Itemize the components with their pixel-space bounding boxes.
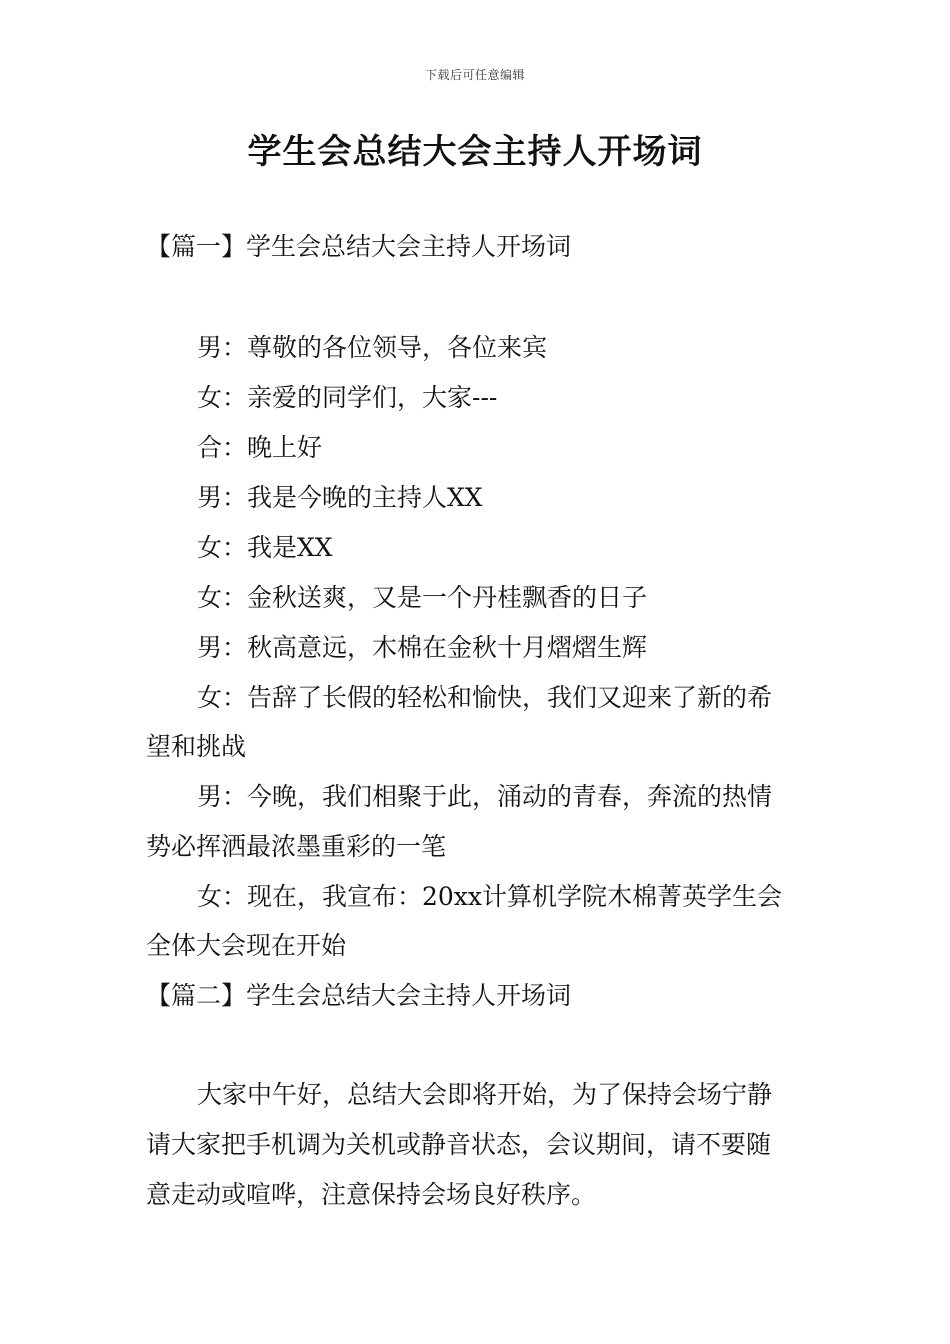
dialogue-line: 女：现在，我宣布：20xx计算机学院木棉菁英学生会 [197, 882, 783, 911]
dialogue-line: 男：尊敬的各位领导，各位来宾 [197, 333, 548, 362]
document-title: 学生会总结大会主持人开场词 [247, 132, 703, 172]
paragraph-line: 请大家把手机调为关机或静音状态，会议期间，请不要随 [146, 1130, 772, 1159]
dialogue-line: 女：亲爱的同学们，大家--- [197, 383, 498, 412]
dialogue-line-continuation: 全体大会现在开始 [146, 931, 347, 960]
paragraph-line: 大家中午好，总结大会即将开始，为了保持会场宁静 [197, 1080, 773, 1109]
dialogue-line: 男：今晚，我们相聚于此，涌动的青春，奔流的热情 [197, 782, 773, 811]
dialogue-line: 男：秋高意远，木棉在金秋十月熠熠生辉 [197, 633, 648, 662]
dialogue-line: 女：我是XX [197, 533, 333, 562]
dialogue-line: 合：晚上好 [197, 433, 323, 462]
dialogue-line: 女：金秋送爽，又是一个丹桂飘香的日子 [197, 583, 648, 612]
dialogue-line: 女：告辞了长假的轻松和愉快，我们又迎来了新的希 [197, 683, 773, 712]
section-heading-1: 【篇一】学生会总结大会主持人开场词 [146, 232, 572, 261]
section-heading-2: 【篇二】学生会总结大会主持人开场词 [146, 981, 572, 1010]
header-note: 下载后可任意编辑 [424, 68, 525, 82]
paragraph-line: 意走动或喧哗，注意保持会场良好秩序。 [146, 1180, 597, 1209]
dialogue-line: 男：我是今晚的主持人XX [197, 483, 483, 512]
dialogue-line-continuation: 望和挑战 [146, 732, 247, 761]
dialogue-line-continuation: 势必挥洒最浓墨重彩的一笔 [146, 832, 447, 861]
